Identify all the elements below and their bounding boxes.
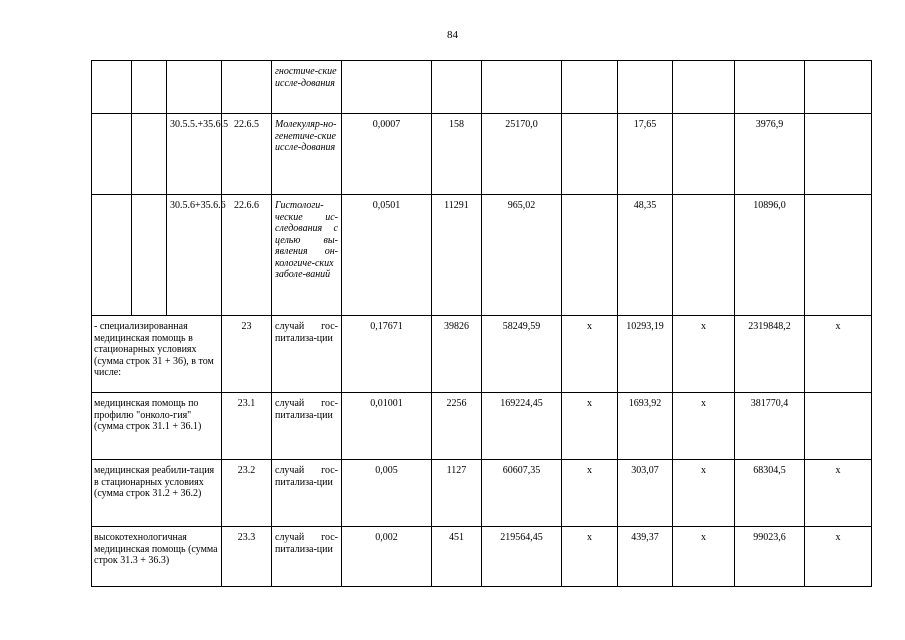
table-cell: 439,37 bbox=[618, 527, 673, 587]
row-label: - специализированная медицинская помощь в стационарных условиях (сумма строк 31 + 36), в том числе: bbox=[92, 316, 222, 393]
table-cell: 11291 bbox=[432, 195, 482, 316]
table-cell: x bbox=[562, 316, 618, 393]
table-cell bbox=[132, 61, 167, 114]
row-label: высокотехнологичная медицинская помощь (сумма строк 31.3 + 36.3) bbox=[92, 527, 222, 587]
table-row bbox=[92, 195, 872, 316]
row-line-number: 23.1 bbox=[222, 393, 272, 460]
table-cell: x bbox=[805, 460, 872, 527]
table-cell bbox=[805, 393, 872, 460]
table-cell: Гистологи-ческие ис-следования с целью вы-явления он-кологиче-ских заболе-ваний bbox=[272, 195, 342, 316]
table-row bbox=[92, 393, 872, 460]
table-row bbox=[92, 460, 872, 527]
table-cell: 10293,19 bbox=[618, 316, 673, 393]
table-cell bbox=[92, 195, 132, 316]
table-cell bbox=[562, 195, 618, 316]
table-cell bbox=[805, 61, 872, 114]
table-cell: 22.6.6 bbox=[222, 195, 272, 316]
table-cell: 0,0007 bbox=[342, 114, 432, 195]
table-cell bbox=[132, 114, 167, 195]
page-number: 84 bbox=[447, 29, 458, 41]
table-cell: x bbox=[673, 527, 735, 587]
table-cell bbox=[562, 61, 618, 114]
data-table bbox=[91, 60, 872, 587]
row-line-number: 23 bbox=[222, 316, 272, 393]
row-unit: случай гос-питализа-ции bbox=[272, 527, 342, 587]
table-cell: 219564,45 bbox=[482, 527, 562, 587]
table-cell: x bbox=[562, 393, 618, 460]
table-cell: 48,35 bbox=[618, 195, 673, 316]
row-label: медицинская помощь по профилю "онколо-гия" (сумма строк 31.1 + 36.1) bbox=[92, 393, 222, 460]
table-row bbox=[92, 61, 872, 114]
table-cell bbox=[735, 61, 805, 114]
table-cell bbox=[562, 114, 618, 195]
row-unit: случай гос-питализа-ции bbox=[272, 316, 342, 393]
table-cell: гностиче-ские исслe-дования bbox=[272, 61, 342, 114]
table-cell bbox=[342, 61, 432, 114]
table-cell bbox=[92, 61, 132, 114]
table-row bbox=[92, 316, 872, 393]
row-line-number: 23.2 bbox=[222, 460, 272, 527]
table-cell: 39826 bbox=[432, 316, 482, 393]
table-cell: 3976,9 bbox=[735, 114, 805, 195]
table-cell: 2256 bbox=[432, 393, 482, 460]
table-cell bbox=[167, 61, 222, 114]
table-cell: 451 bbox=[432, 527, 482, 587]
row-line-number: 23.3 bbox=[222, 527, 272, 587]
table-cell: 25170,0 bbox=[482, 114, 562, 195]
table-cell bbox=[482, 61, 562, 114]
table-row bbox=[92, 114, 872, 195]
row-label: медицинская реабили-тация в стационарных условиях (сумма строк 31.2 + 36.2) bbox=[92, 460, 222, 527]
table-cell bbox=[92, 114, 132, 195]
table-cell: x bbox=[673, 460, 735, 527]
table-cell: 158 bbox=[432, 114, 482, 195]
table-cell bbox=[673, 195, 735, 316]
table-cell bbox=[673, 61, 735, 114]
table-cell: 0,01001 bbox=[342, 393, 432, 460]
table-cell: 60607,35 bbox=[482, 460, 562, 527]
table-cell: Молекуляр-но-генетиче-ские иссле-дования bbox=[272, 114, 342, 195]
table-cell: 17,65 bbox=[618, 114, 673, 195]
table-cell bbox=[805, 114, 872, 195]
table-cell: 169224,45 bbox=[482, 393, 562, 460]
table-cell: x bbox=[673, 393, 735, 460]
table-cell bbox=[132, 195, 167, 316]
table-cell bbox=[432, 61, 482, 114]
table-cell: 0,005 bbox=[342, 460, 432, 527]
table-cell: 0,0501 bbox=[342, 195, 432, 316]
table-cell: 10896,0 bbox=[735, 195, 805, 316]
table-cell: 99023,6 bbox=[735, 527, 805, 587]
table-row bbox=[92, 527, 872, 587]
table-cell bbox=[673, 114, 735, 195]
table-cell: 965,02 bbox=[482, 195, 562, 316]
table-cell: 1693,92 bbox=[618, 393, 673, 460]
table-cell: 30.5.6+35.6.6 bbox=[167, 195, 222, 316]
table-cell bbox=[618, 61, 673, 114]
table-cell: 381770,4 bbox=[735, 393, 805, 460]
row-unit: случай гос-питализа-ции bbox=[272, 460, 342, 527]
table-cell: 1127 bbox=[432, 460, 482, 527]
table-cell: x bbox=[562, 527, 618, 587]
table-cell: x bbox=[673, 316, 735, 393]
table-cell bbox=[805, 195, 872, 316]
table-cell: 30.5.5.+35.6.5 bbox=[167, 114, 222, 195]
table-cell bbox=[222, 61, 272, 114]
table-cell: 58249,59 bbox=[482, 316, 562, 393]
table-cell: 2319848,2 bbox=[735, 316, 805, 393]
row-unit: случай гос-питализа-ции bbox=[272, 393, 342, 460]
table-cell: x bbox=[805, 316, 872, 393]
table-cell: x bbox=[805, 527, 872, 587]
table-cell: 22.6.5 bbox=[222, 114, 272, 195]
table-cell: x bbox=[562, 460, 618, 527]
table-cell: 0,17671 bbox=[342, 316, 432, 393]
table-cell: 0,002 bbox=[342, 527, 432, 587]
table-cell: 68304,5 bbox=[735, 460, 805, 527]
table-cell: 303,07 bbox=[618, 460, 673, 527]
